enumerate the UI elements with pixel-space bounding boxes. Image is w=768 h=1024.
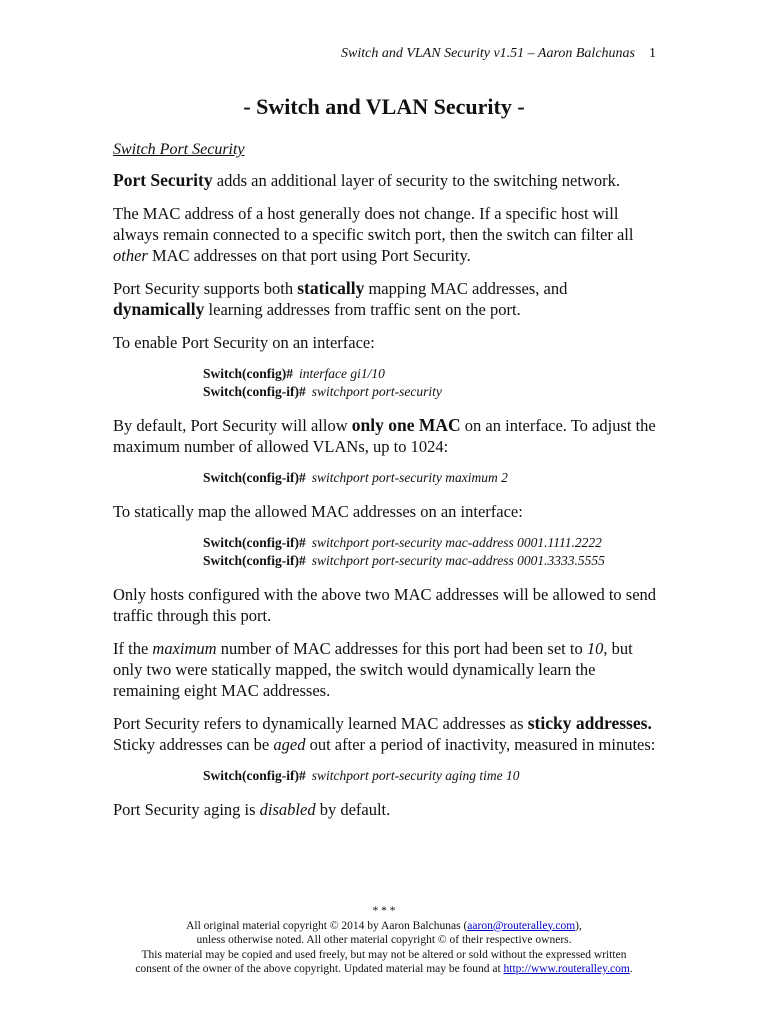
running-title: Switch and VLAN Security v1.51 – Aaron Balchunas bbox=[341, 46, 635, 61]
paragraph-static-map: To statically map the allowed MAC addresses on an interface: bbox=[113, 502, 523, 521]
term-port-security: Port Security bbox=[113, 170, 213, 190]
command-line: Switch(config)# interface gi1/10 bbox=[203, 366, 385, 381]
paragraph-sticky: Port Security refers to dynamically learned MAC addresses as sticky addresses. Sticky addresses can be aged out after a period of inactivity, measured in minutes: bbox=[113, 713, 656, 754]
command-block-maximum bbox=[203, 469, 661, 487]
paragraph-maximum: If the maximum number of MAC addresses for this port had been set to 10, but only two were statically mapped, the switch would dynamically learn the remaining eight MAC addresses. bbox=[113, 639, 633, 700]
footer-line: All original material copyright © 2014 by Aaron Balchunas (aaron@routeralley.com), bbox=[186, 919, 582, 932]
document-body bbox=[113, 141, 661, 832]
footer-stars: * * * bbox=[372, 905, 396, 917]
page-number: 1 bbox=[649, 46, 656, 61]
website-link[interactable]: http://www.routeralley.com bbox=[503, 963, 630, 975]
term-only-one-mac: only one MAC bbox=[351, 415, 461, 435]
command-line: Switch(config-if)# switchport port-security aging time 10 bbox=[203, 768, 520, 783]
page-title: - Switch and VLAN Security - bbox=[243, 94, 525, 119]
term-sticky-addresses: sticky addresses. bbox=[527, 713, 652, 733]
command-block-mac-address bbox=[203, 534, 661, 570]
footer-line: consent of the owner of the above copyright. Updated material may be found at http://www.routeralley.com. bbox=[135, 963, 633, 975]
footer-line: This material may be copied and used freely, but may not be altered or sold without the expressed written bbox=[141, 948, 627, 961]
copyright-footer bbox=[0, 904, 768, 977]
command-line: Switch(config-if)# switchport port-security bbox=[203, 384, 442, 399]
emphasis-disabled: disabled bbox=[259, 800, 316, 819]
command-line: Switch(config-if)# switchport port-security maximum 2 bbox=[203, 470, 508, 485]
paragraph-aging-default: Port Security aging is disabled by default. bbox=[113, 800, 391, 819]
email-link[interactable]: aaron@routeralley.com bbox=[467, 919, 576, 932]
running-header bbox=[341, 46, 656, 62]
emphasis-ten: 10 bbox=[586, 639, 604, 658]
command-line: Switch(config-if)# switchport port-security mac-address 0001.3333.5555 bbox=[203, 553, 605, 568]
command-block-aging bbox=[203, 767, 661, 785]
paragraph-static-dynamic: Port Security supports both statically mapping MAC addresses, and dynamically learning addresses from traffic sent on the port. bbox=[113, 278, 568, 319]
emphasis-maximum: maximum bbox=[152, 639, 217, 658]
section-heading: Switch Port Security bbox=[113, 141, 245, 158]
term-dynamically: dynamically bbox=[113, 299, 205, 319]
footer-line: unless otherwise noted. All other material copyright © of their respective owners. bbox=[196, 934, 572, 946]
term-statically: statically bbox=[297, 278, 365, 298]
paragraph-allowed-hosts: Only hosts configured with the above two MAC addresses will be allowed to send traffic through this port. bbox=[113, 585, 657, 625]
command-line: Switch(config-if)# switchport port-security mac-address 0001.1111.2222 bbox=[203, 535, 602, 550]
paragraph-default-limit: By default, Port Security will allow only one MAC on an interface. To adjust the maximum number of allowed VLANs, up to 1024: bbox=[113, 415, 656, 456]
emphasis-aged: aged bbox=[273, 735, 306, 754]
paragraph-enable: To enable Port Security on an interface: bbox=[113, 333, 375, 352]
emphasis-other: other bbox=[113, 246, 148, 265]
paragraph-mac-address: The MAC address of a host generally does not change. If a specific host will always remain connected to a specific switch port, then the switch can filter all other MAC addresses on that port using Port Security. bbox=[113, 204, 634, 265]
paragraph-port-security-intro: Port Security adds an additional layer of security to the switching network. bbox=[113, 170, 620, 190]
command-block-enable bbox=[203, 365, 661, 401]
